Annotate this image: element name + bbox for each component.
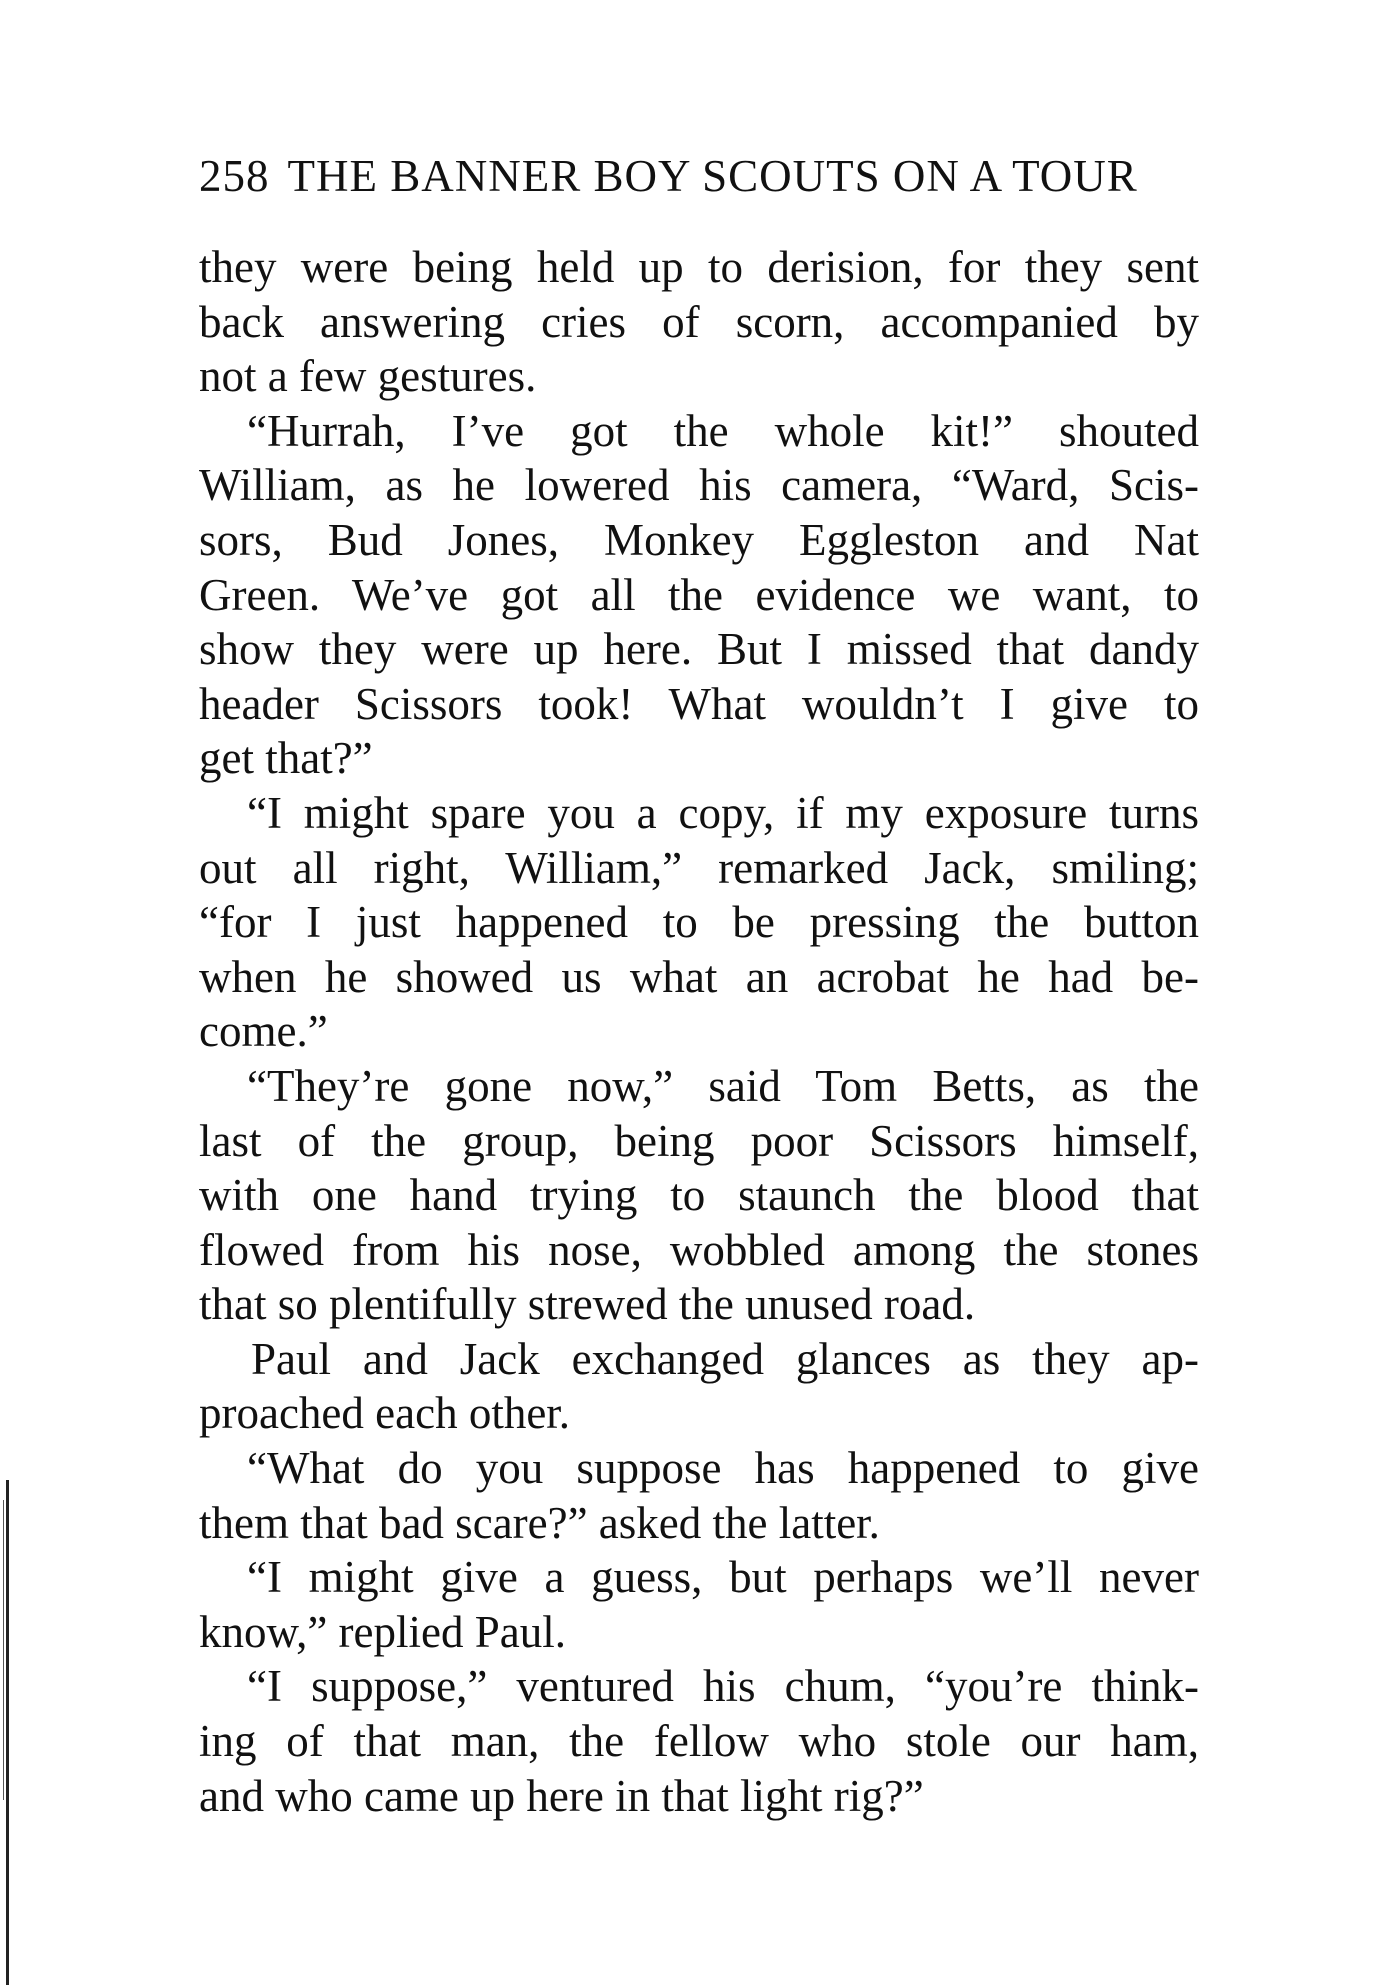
- text-line: with one hand trying to staunch the blood that: [199, 1170, 1199, 1221]
- page-number: 258: [199, 151, 270, 201]
- running-title: THE BANNER BOY SCOUTS ON A TOUR: [287, 151, 1138, 201]
- text-line: “for I just happened to be pressing the button: [199, 897, 1199, 948]
- body-text: [199, 240, 1199, 1823]
- text-line: last of the group, being poor Scissors himself,: [199, 1115, 1199, 1166]
- text-line: they were being held up to derision, for they sent: [199, 242, 1199, 292]
- text-line: get that?”: [199, 733, 373, 784]
- text-line: know,” replied Paul.: [199, 1606, 566, 1657]
- binding-edge-rule: [6, 1480, 9, 1985]
- text-line: sors, Bud Jones, Monkey Eggleston and Nat: [199, 514, 1199, 565]
- text-line: when he showed us what an acrobat he had be-: [199, 951, 1199, 1002]
- text-line: back answering cries of scorn, accompanied by: [199, 296, 1199, 347]
- binding-edge-rule-thin: [3, 1500, 4, 1800]
- text-line: “I suppose,” ventured his chum, “you’re think-: [247, 1661, 1199, 1712]
- running-head: [199, 150, 1199, 202]
- text-line: “They’re gone now,” said Tom Betts, as the: [247, 1060, 1199, 1111]
- text-line: show they were up here. But I missed that dandy: [199, 624, 1199, 675]
- text-line: “What do you suppose has happened to give: [247, 1443, 1199, 1494]
- text-line: “Hurrah, I’ve got the whole kit!” shouted: [247, 405, 1199, 456]
- text-line: Paul and Jack exchanged glances as they ap-: [251, 1333, 1199, 1384]
- text-line: ing of that man, the fellow who stole our ham,: [199, 1716, 1199, 1767]
- text-line: out all right, William,” remarked Jack, smiling;: [199, 842, 1199, 893]
- text-line: and who came up here in that light rig?”: [199, 1770, 924, 1821]
- text-line: come.”: [199, 1006, 328, 1057]
- text-line: flowed from his nose, wobbled among the stones: [199, 1224, 1199, 1275]
- text-line: that so plentifully strewed the unused road.: [199, 1279, 976, 1330]
- text-line: William, as he lowered his camera, “Ward, Scis-: [199, 460, 1199, 511]
- text-line: Green. We’ve got all the evidence we want, to: [199, 569, 1199, 620]
- text-line: them that bad scare?” asked the latter.: [199, 1497, 880, 1548]
- text-line: proached each other.: [199, 1388, 571, 1439]
- text-line: “I might spare you a copy, if my exposure turns: [247, 787, 1199, 838]
- text-line: not a few gestures.: [199, 351, 537, 402]
- text-line: header Scissors took! What wouldn’t I give to: [199, 678, 1199, 729]
- text-line: “I might give a guess, but perhaps we’ll never: [247, 1552, 1199, 1603]
